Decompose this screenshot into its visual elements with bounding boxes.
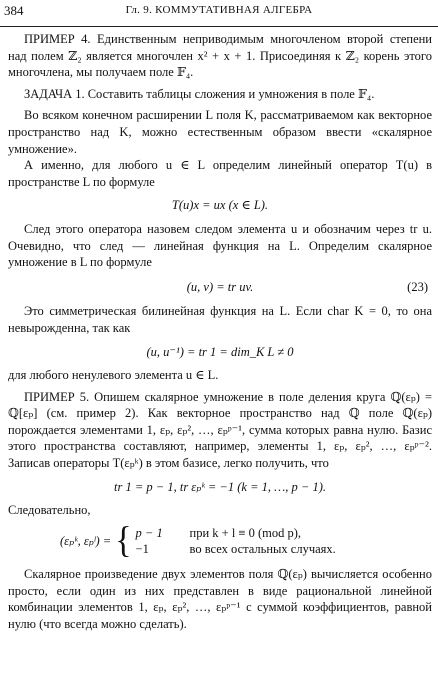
equation-operator: T(u)x = ux (x ∈ L).: [171, 198, 269, 213]
bilinear-paragraph: Это симметрическая билинейная функция на L. Если char K = 0, то она невырожденна, так как: [8, 304, 432, 335]
example-5-paragraph: ПРИМЕР 5. Опишем скалярное умножение в поле деления круга ℚ(εₚ) = ℚ[εₚ] (см. пример 2). Как векторное пространство над ℚ поле ℚ(εₚ) порождается элементами 1, εₚ, εₚ², …, εₚᵖ⁻¹, сумма которых равна нулю. Базис этого пространства составляют, например, элементы 1, εₚ, εₚ², …, εₚᵖ⁻². Записав операторы T(εₚᵏ) в этом базисе, легко получить, что: [8, 389, 432, 471]
equation-23: [8, 279, 432, 296]
case-1-condition: при k + l ≡ 0 (mod p),: [189, 525, 302, 540]
page-body: [8, 31, 432, 632]
equation-23-number: (23): [407, 279, 428, 294]
trace-paragraph: След этого оператора назовем следом элемента u и обозначим через tr u. Очевидно, что след — линейная функция на L. Определим скалярное умножение в L по формуле: [8, 221, 432, 270]
equation-traces: tr 1 = p − 1, tr εₚᵏ = −1 (k = 1, …, p − 1).: [114, 479, 326, 494]
scalar-product-paragraph: Скалярное произведение двух элементов поля ℚ(εₚ) вычисляется особенно просто, если один из них представлен в виде рациональной линейной комбинации элементов 1, εₚ, εₚ², …, εₚᵖ⁻¹ с суммой коэффициентов, равной нулю (что всегда можно сделать).: [8, 567, 432, 631]
extension-paragraph: Во всяком конечном расширении L поля K, рассматриваемом как векторное пространство над K, можно естественным образом ввести «скалярное умножение».: [8, 108, 432, 156]
equation-nondegenerate: (u, u⁻¹) = tr 1 = dim_K L ≠ 0: [146, 344, 294, 359]
nonzero-element-line: для любого ненулевого элемента u ∈ L.: [8, 368, 219, 383]
operator-definition-paragraph: А именно, для любого u ∈ L определим линейный оператор T(u) в пространстве L по формуле: [8, 158, 432, 189]
running-head: Гл. 9. КОММУТАТИВНАЯ АЛГЕБРА: [125, 4, 313, 16]
case-2-condition: во всех остальных случаях.: [189, 542, 336, 557]
case-1-value: p − 1: [135, 525, 163, 540]
example-4-paragraph: ПРИМЕР 4. Единственным неприводимым многочленом второй степени над полем ℤ₂ является многочлен x² + x + 1. Присоединяя к ℤ₂ корень этого многочлена, мы получаем поле 𝔽₄.: [8, 32, 432, 80]
case-row-1: [136, 525, 336, 542]
cases-lhs: (εₚᵏ, εₚˡ) =: [60, 534, 112, 549]
equation-23-body: (u, v) = tr uv.: [186, 279, 254, 294]
left-brace: {: [115, 520, 132, 562]
consequently-line: Следовательно,: [8, 503, 91, 518]
cases-equation: [60, 520, 432, 562]
cases-rows: [136, 525, 336, 558]
page-number: 384: [4, 3, 24, 18]
page-header: [0, 0, 438, 27]
case-row-2: [136, 541, 336, 558]
case-2-value: −1: [135, 542, 149, 557]
problem-1-paragraph: ЗАДАЧА 1. Составить таблицы сложения и умножения в поле 𝔽₄.: [24, 86, 375, 101]
